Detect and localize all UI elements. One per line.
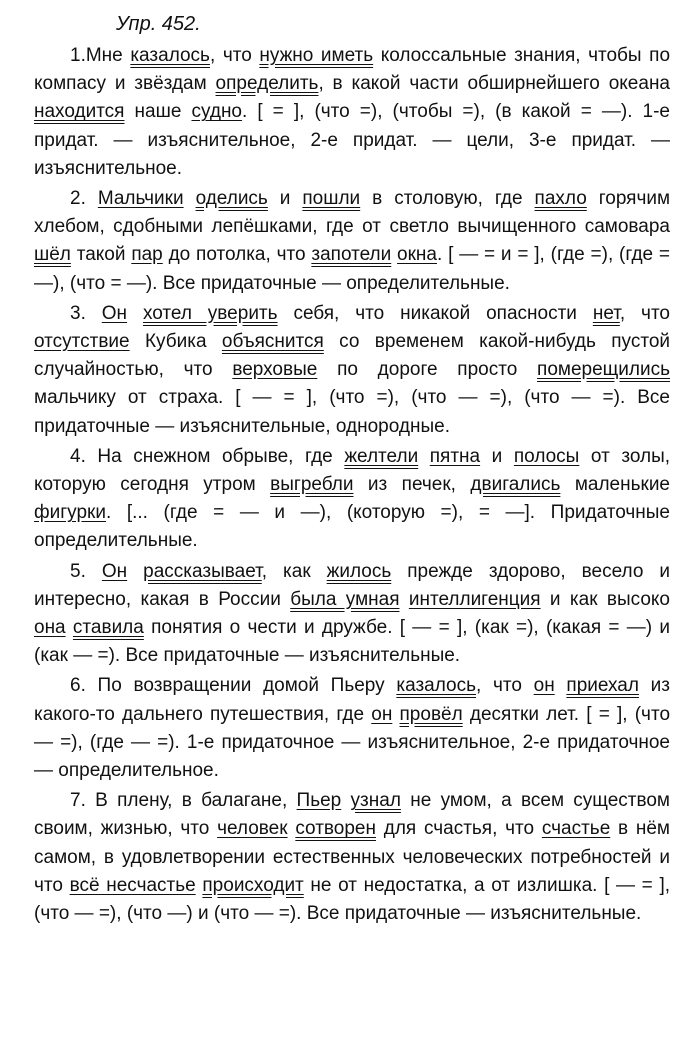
item-number: 4. (70, 445, 86, 467)
exercise-item (34, 787, 670, 928)
predicate-word: узнал (350, 790, 401, 812)
predicate-word: казалось (396, 675, 476, 697)
exercise-item (34, 300, 670, 441)
predicate-word: казалось (130, 45, 210, 66)
predicate-word: приехал (566, 675, 639, 697)
item-number: 1. (70, 45, 86, 66)
subject-word: фигурки (34, 502, 106, 524)
subject-word: верховые (232, 359, 318, 381)
predicate-word: происходит (202, 874, 304, 896)
text-run: горячим хлебом, сдобными лепёшками, где от светло вычищенного самовара (34, 188, 671, 238)
text-run (86, 561, 102, 582)
text-run (127, 561, 143, 582)
predicate-word: была умная (290, 588, 400, 610)
text-run: понятия о чести и дружбе. [ — = ], (как =), (какая = —) и (как — =). Все придаточные — изъяснительные. (34, 617, 671, 667)
text-run (184, 188, 196, 209)
text-run (418, 446, 430, 467)
text-run: Кубика (129, 331, 222, 353)
text-run (392, 704, 399, 725)
subject-word: всё несчастье (69, 874, 196, 896)
predicate-word: объяснится (221, 331, 324, 353)
subject-word: человек (217, 818, 288, 840)
text-run: из какого-то дальнего путешествия, где (34, 675, 670, 725)
predicate-word: запотели (311, 244, 392, 266)
text-run: и как высоко (540, 588, 670, 610)
text-run: десятки лет. [ = ], (что — =), (где — =). 1-е придаточное — изъяснительное, 2-е придаточное — определительное. (34, 703, 671, 782)
subject-word: он (533, 675, 555, 697)
subject-word: Он (101, 302, 128, 324)
text-run (555, 675, 567, 696)
predicate-word: двигались (470, 474, 561, 496)
predicate-word: шёл (34, 244, 71, 266)
subject-word: окна (397, 244, 437, 266)
predicate-word: выгребли (270, 474, 354, 496)
text-run (127, 303, 143, 324)
text-run: мальчику от страха. [ — = ], (что =), (что — =), (что — =). Все придаточные — изъяснительные, однородные. (34, 387, 670, 437)
predicate-word: пошли (302, 188, 361, 210)
exercise-page (34, 10, 670, 930)
item-number: 7. (70, 790, 86, 812)
subject-word: Пьер (296, 790, 342, 812)
subject-word: пятна (429, 445, 481, 467)
text-run: . [ — = и = ], (где =), (где = —), (что = —). Все придаточные — определительные. (34, 244, 671, 294)
item-number: 3. (70, 302, 86, 324)
subject-word: полосы (513, 445, 580, 467)
predicate-word: померещились (537, 359, 670, 381)
text-run (86, 303, 102, 324)
exercise-item (34, 443, 670, 556)
text-run: маленькие (560, 474, 670, 496)
text-run: прежде здорово, весело и интересно, какая в России (34, 560, 671, 610)
exercise-title: Упр. 452. (116, 13, 201, 35)
text-run: В плену, в балагане, (85, 790, 297, 812)
item-number: 6. (70, 675, 86, 697)
text-run: от золы, которую сегодня утром (34, 445, 671, 496)
text-run: до потолка, что (162, 244, 312, 266)
subject-word: он (371, 703, 393, 725)
text-run: со временем какой-нибудь пустой случайностью, что (34, 331, 671, 381)
item-number: 2. (70, 188, 86, 210)
text-run: По возвращении домой Пьеру (85, 675, 397, 697)
subject-word: судно (191, 101, 242, 123)
text-run: и (480, 445, 514, 467)
subject-word: счастье (541, 818, 611, 840)
predicate-word: хотел уверить (142, 302, 278, 324)
text-run: не умом, а всем существом своим, жизнью, что (34, 790, 670, 840)
predicate-word: ставила (72, 617, 144, 639)
text-run: , как (261, 560, 327, 582)
text-run: для счастья, что (375, 818, 542, 840)
predicate-word: находится (34, 101, 125, 123)
text-run: из печек, (353, 474, 471, 496)
text-run: , что (476, 675, 534, 697)
text-run: На снежном обрыве, где (85, 445, 345, 467)
text-run: . [ = ], (что =), (чтобы =), (в какой = —). 1-е придат. — изъяснительное, 2-е придат. — цели, 3-е придат. — изъяснительное. (34, 101, 670, 179)
predicate-word: нет (592, 302, 620, 324)
text-run: по дороге просто (317, 359, 538, 381)
predicate-word: оделись (195, 188, 268, 210)
item-number: 5. (70, 560, 86, 582)
text-run (341, 790, 350, 811)
text-run: , что (619, 302, 670, 324)
exercise-item (34, 672, 670, 785)
subject-word: она (34, 617, 66, 639)
text-run: в нём самом, в удовлетворении естественных человеческих потребностей и что (34, 818, 670, 896)
exercise-item (34, 185, 670, 298)
text-run: не от недостатка, а от излишка. [ — = ], (что — =), (что —) и (что — =). Все придаточные — изъяснительные. (34, 874, 671, 925)
text-run: себя, что никакой опасности (277, 302, 593, 324)
subject-word: Он (101, 560, 128, 582)
predicate-word: сотворен (295, 818, 376, 840)
predicate-word: желтели (344, 445, 419, 467)
text-run: . [... (где = — и —), (которую =), = —]. Придаточные определительные. (34, 502, 670, 552)
predicate-word: провёл (399, 703, 463, 725)
predicate-word: определить (215, 73, 319, 95)
predicate-word: нужно иметь (259, 45, 374, 66)
exercise-item (34, 558, 670, 671)
subject-word: Мальчики (97, 188, 184, 210)
exercise-item (34, 42, 670, 183)
predicate-word: пахло (534, 188, 587, 210)
text-run: Мне (85, 45, 131, 66)
text-run (66, 617, 73, 638)
text-run: колоссальные знания, чтобы по компасу и звёздам (34, 45, 671, 95)
text-run: , в какой части обширнейшего океана (318, 73, 671, 95)
text-run: и (267, 188, 303, 210)
text-run: такой (70, 244, 132, 266)
text-run: , что (209, 45, 260, 66)
subject-word: отсутствие (34, 331, 130, 353)
text-run: наше (124, 101, 192, 123)
exercise-paragraphs (34, 42, 670, 928)
subject-word: пар (131, 244, 163, 266)
text-run: в столовую, где (360, 188, 535, 210)
predicate-word: рассказывает (143, 560, 262, 582)
predicate-word: жилось (326, 560, 392, 582)
text-run (399, 589, 408, 610)
subject-word: интеллигенция (408, 588, 541, 610)
text-run (86, 188, 98, 209)
